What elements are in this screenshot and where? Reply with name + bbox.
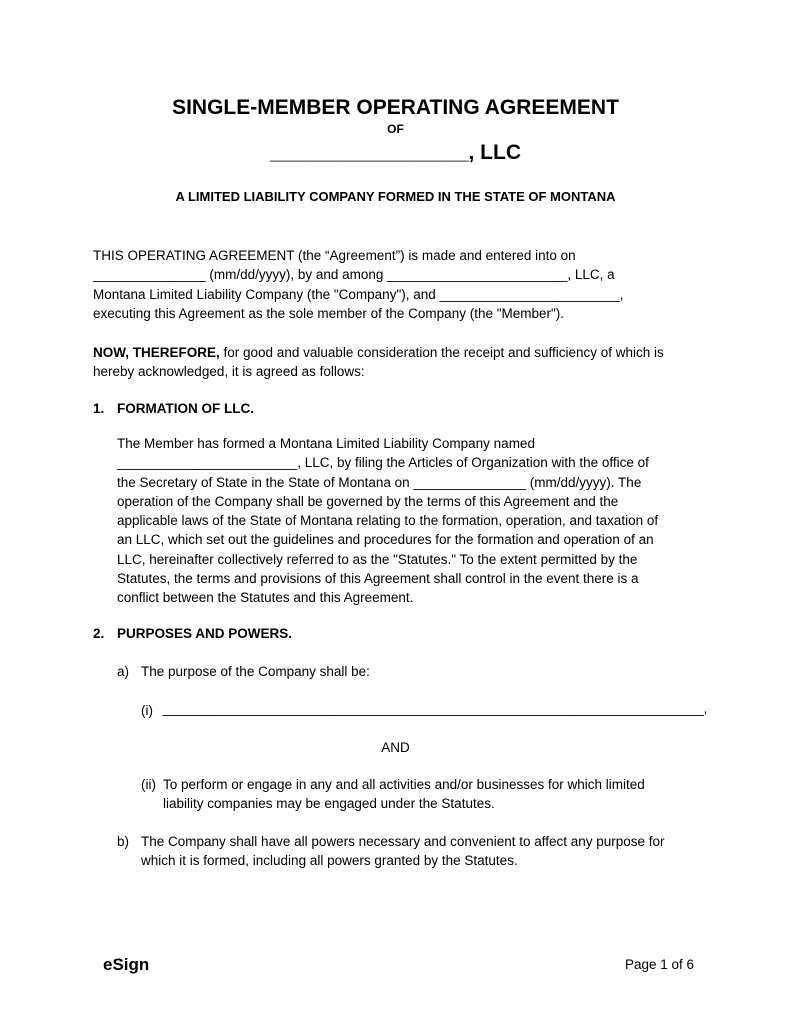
section-2a-label: a) bbox=[117, 664, 130, 679]
section-1-line: an LLC, which set out the guidelines and procedures for the formation and operation of an bbox=[117, 532, 654, 548]
company-name-line: _________________, LLC bbox=[269, 141, 522, 164]
section-2i-label: (i) bbox=[141, 703, 153, 718]
section-2b-body bbox=[141, 832, 665, 871]
esign-logo: eSign bbox=[103, 955, 150, 974]
intro-paragraph bbox=[93, 246, 623, 323]
intro-line: Montana Limited Liability Company (the "Company"), and ________________________, bbox=[93, 286, 624, 302]
section-1-number: 1. bbox=[93, 401, 105, 416]
section-2-number: 2. bbox=[93, 626, 105, 641]
page-number: Page 1 of 6 bbox=[624, 957, 694, 972]
section-1-line: ________________________, LLC, by filing the Articles of Organization with the office of bbox=[117, 455, 649, 471]
section-2ii-body bbox=[163, 775, 645, 814]
section-1-line: applicable laws of the State of Montana relating to the formation, operation, and taxation of bbox=[117, 513, 659, 529]
section-2ii-line: To perform or engage in any and all activities and/or businesses for which limited bbox=[163, 777, 645, 792]
document-title: SINGLE-MEMBER OPERATING AGREEMENT bbox=[172, 96, 619, 119]
intro-line: executing this Agreement as the sole member of the Company (the "Member"). bbox=[93, 305, 565, 321]
section-2b-label: b) bbox=[117, 834, 130, 849]
intro-line: THIS OPERATING AGREEMENT (the “Agreement”) is made and entered into on bbox=[93, 248, 576, 263]
section-1-line: operation of the Company shall be governed by the terms of this Agreement and the bbox=[117, 493, 619, 509]
and-separator: AND bbox=[381, 740, 410, 755]
now-therefore-line2: hereby acknowledged, it is agreed as follows: bbox=[93, 364, 365, 380]
intro-line: _______________ (mm/dd/yyyy), by and among ________________________, LLC, a bbox=[93, 267, 615, 283]
section-1-line: LLC, hereinafter collectively referred to as the "Statutes." To the extent permitted by the bbox=[117, 551, 638, 567]
section-1-body bbox=[117, 434, 658, 608]
section-2b-line: The Company shall have all powers necessary and convenient to affect any purpose for bbox=[141, 834, 665, 849]
section-2ii-label: (ii) bbox=[141, 777, 156, 792]
section-2-heading: PURPOSES AND POWERS. bbox=[117, 626, 293, 641]
section-1-line: the Secretary of State in the State of Montana on _______________ (mm/dd/yyyy). The bbox=[117, 474, 642, 490]
section-1-line: Statutes, the terms and provisions of this Agreement shall control in the event there is a bbox=[117, 571, 639, 587]
document-subtitle: A LIMITED LIABILITY COMPANY FORMED IN THE STATE OF MONTANA bbox=[175, 189, 616, 204]
now-therefore-bold: NOW, THEREFORE, bbox=[93, 345, 220, 360]
document-of: OF bbox=[387, 122, 404, 136]
section-1-heading: FORMATION OF LLC. bbox=[117, 401, 254, 416]
section-2i-blank: ________________________________________________________________________, bbox=[163, 701, 708, 716]
section-1-line: conflict between the Statutes and this Agreement. bbox=[117, 590, 414, 606]
section-1-line: The Member has formed a Montana Limited Liability Company named bbox=[117, 436, 535, 451]
section-2a-text: The purpose of the Company shall be: bbox=[141, 664, 370, 679]
now-therefore-paragraph bbox=[93, 343, 664, 382]
section-2b-line: which it is formed, including all powers granted by the Statutes. bbox=[141, 853, 518, 869]
now-therefore-text: for good and valuable consideration the receipt and sufficiency of which is bbox=[219, 345, 664, 360]
section-2ii-line: liability companies may be engaged under the Statutes. bbox=[163, 796, 495, 812]
